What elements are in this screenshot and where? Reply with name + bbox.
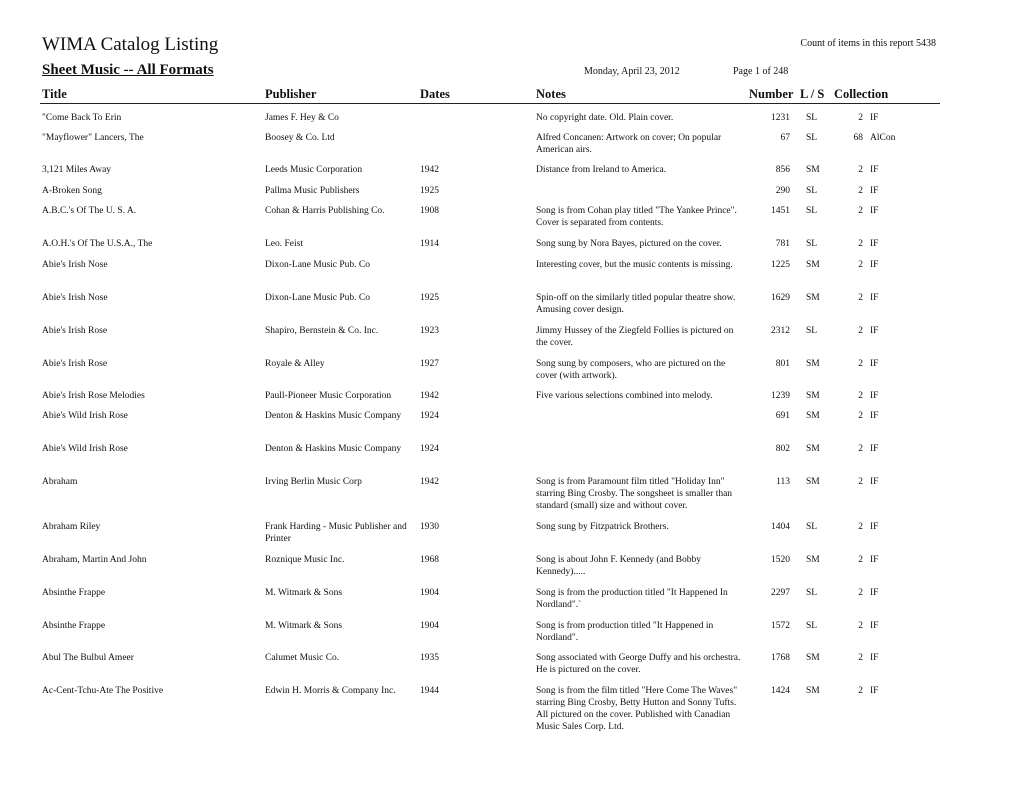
row-collection-code: IF: [870, 621, 879, 631]
row-collection-code: IF: [870, 239, 879, 249]
row-notes: Song sung by composers, who are pictured on the cover (with artwork).: [536, 359, 726, 381]
row-title: Abie's Irish Nose: [42, 260, 108, 270]
row-date: 1927: [420, 359, 439, 369]
row-ls: SL: [806, 133, 818, 143]
row-collection-count: 2: [858, 621, 863, 631]
row-collection-count: 2: [858, 293, 863, 303]
row-notes: No copyright date. Old. Plain cover.: [536, 113, 674, 123]
row-collection-count: 2: [858, 206, 863, 216]
row-number: 781: [775, 239, 790, 249]
row-notes: Song sung by Nora Bayes, pictured on the cover.: [536, 239, 722, 249]
row-collection-code: IF: [870, 653, 879, 663]
row-number: 2312: [771, 326, 790, 336]
row-date: 1914: [420, 239, 439, 249]
row-title: A-Broken Song: [42, 186, 102, 196]
row-collection-count: 2: [858, 326, 863, 336]
row-number: 2297: [771, 588, 790, 598]
row-title: Absinthe Frappe: [42, 588, 106, 598]
row-ls: SM: [806, 411, 820, 421]
row-notes: Song is from the production titled "It Happened In Nordland".`: [536, 588, 728, 610]
row-publisher: Frank Harding - Music Publisher and Printer: [265, 522, 407, 544]
row-notes: Jimmy Hussey of the Ziegfeld Follies is pictured on the cover.: [536, 326, 734, 348]
row-date: 1925: [420, 293, 439, 303]
column-header-notes: Notes: [536, 87, 566, 101]
row-ls: SM: [806, 293, 820, 303]
row-title: Absinthe Frappe: [42, 621, 106, 631]
row-collection-count: 2: [858, 588, 863, 598]
row-date: 1904: [420, 621, 439, 631]
row-collection-count: 2: [858, 555, 863, 565]
row-notes: Alfred Concanen: Artwork on cover; On popular American airs.: [536, 133, 722, 155]
row-number: 1520: [771, 555, 790, 565]
row-number: 1225: [771, 260, 790, 270]
row-ls: SM: [806, 260, 820, 270]
row-number: 802: [775, 444, 790, 454]
row-notes: Spin-off on the similarly titled popular theatre show. Amusing cover design.: [536, 293, 736, 315]
row-collection-code: IF: [870, 477, 879, 487]
row-collection-code: IF: [870, 359, 879, 369]
row-collection-code: AlCon: [870, 133, 896, 143]
row-ls: SL: [806, 186, 818, 196]
row-publisher: Pallma Music Publishers: [265, 186, 360, 196]
column-header-collection: Collection: [834, 87, 889, 101]
row-collection-code: IF: [870, 206, 879, 216]
row-notes: Song is from production titled "It Happened in Nordland".: [536, 621, 714, 643]
row-title: "Mayflower" Lancers, The: [42, 133, 144, 143]
row-number: 1768: [771, 653, 790, 663]
row-number: 1629: [771, 293, 790, 303]
row-collection-code: IF: [870, 113, 879, 123]
row-ls: SM: [806, 653, 820, 663]
column-header-dates: Dates: [420, 87, 450, 101]
row-collection-count: 2: [858, 260, 863, 270]
row-publisher: M. Witmark & Sons: [265, 588, 343, 598]
row-date: 1904: [420, 588, 439, 598]
row-notes: Song is from Paramount film titled "Holiday Inn" starring Bing Crosby. The songsheet is smaller than standard (small) size and without cover.: [536, 477, 733, 511]
row-title: Abul The Bulbul Ameer: [42, 653, 134, 663]
row-date: 1908: [420, 206, 439, 216]
row-publisher: Leeds Music Corporation: [265, 165, 363, 175]
row-collection-count: 2: [858, 165, 863, 175]
row-number: 691: [775, 411, 790, 421]
row-date: 1935: [420, 653, 439, 663]
row-ls: SL: [806, 239, 818, 249]
row-number: 1239: [771, 391, 790, 401]
header-rule: [40, 103, 940, 104]
row-date: 1925: [420, 186, 439, 196]
row-collection-count: 2: [858, 391, 863, 401]
row-date: 1924: [420, 444, 439, 454]
row-title: Abraham, Martin And John: [42, 555, 147, 565]
row-ls: SL: [806, 621, 818, 631]
row-publisher: Royale & Alley: [265, 359, 325, 369]
row-publisher: Calumet Music Co.: [265, 653, 340, 663]
row-collection-count: 2: [858, 477, 863, 487]
row-number: 801: [775, 359, 790, 369]
row-number: 856: [775, 165, 790, 175]
row-number: 290: [775, 186, 790, 196]
row-notes: Song is from Cohan play titled "The Yankee Prince". Cover is separated from contents.: [536, 206, 737, 228]
row-publisher: Shapiro, Bernstein & Co. Inc.: [265, 326, 379, 336]
row-title: Ac-Cent-Tchu-Ate The Positive: [42, 686, 164, 696]
row-notes: Five various selections combined into melody.: [536, 391, 713, 401]
row-number: 1572: [771, 621, 790, 631]
row-ls: SM: [806, 477, 820, 487]
row-collection-count: 2: [858, 113, 863, 123]
row-title: "Come Back To Erin: [42, 113, 122, 123]
column-header-number: Number: [749, 87, 794, 101]
row-publisher: Dixon-Lane Music Pub. Co: [265, 293, 371, 303]
column-header-title: Title: [42, 87, 67, 101]
row-ls: SL: [806, 326, 818, 336]
column-header-ls: L / S: [800, 87, 825, 101]
row-collection-code: IF: [870, 391, 879, 401]
row-ls: SM: [806, 359, 820, 369]
row-date: 1968: [420, 555, 439, 565]
row-date: 1924: [420, 411, 439, 421]
row-collection-code: IF: [870, 588, 879, 598]
row-notes: Song associated with George Duffy and his orchestra. He is pictured on the cover.: [536, 653, 741, 675]
row-collection-code: IF: [870, 326, 879, 336]
row-publisher: Denton & Haskins Music Company: [265, 444, 402, 454]
row-date: 1942: [420, 391, 439, 401]
report-title: WIMA Catalog Listing: [42, 34, 219, 55]
row-date: 1942: [420, 165, 439, 175]
row-number: 1231: [771, 113, 790, 123]
row-publisher: Roznique Music Inc.: [265, 555, 345, 565]
row-number: 113: [776, 477, 790, 487]
row-ls: SM: [806, 555, 820, 565]
row-number: 1404: [771, 522, 790, 532]
row-collection-code: IF: [870, 522, 879, 532]
row-title: Abie's Irish Nose: [42, 293, 108, 303]
row-collection-code: IF: [870, 293, 879, 303]
row-publisher: Edwin H. Morris & Company Inc.: [265, 686, 396, 696]
row-title: 3,121 Miles Away: [42, 165, 112, 175]
row-title: A.O.H.'s Of The U.S.A., The: [42, 239, 153, 249]
row-collection-count: 2: [858, 411, 863, 421]
row-notes: Song is from the film titled "Here Come The Waves" starring Bing Crosby, Betty Hutton and Sonny Tufts. All pictured on the cover. Published with Canadian Music Sales Corp. Ltd.: [536, 686, 738, 732]
row-publisher: Irving Berlin Music Corp: [265, 477, 362, 487]
row-title: Abie's Irish Rose Melodies: [42, 391, 145, 401]
row-ls: SM: [806, 686, 820, 696]
row-collection-count: 2: [858, 653, 863, 663]
row-publisher: Dixon-Lane Music Pub. Co: [265, 260, 371, 270]
row-collection-code: IF: [870, 444, 879, 454]
row-collection-count: 2: [858, 239, 863, 249]
row-number: 1451: [771, 206, 790, 216]
item-count: Count of items in this report 5438: [800, 38, 936, 49]
row-ls: SM: [806, 391, 820, 401]
row-publisher: Denton & Haskins Music Company: [265, 411, 402, 421]
row-collection-code: IF: [870, 165, 879, 175]
row-ls: SM: [806, 165, 820, 175]
row-collection-count: 2: [858, 359, 863, 369]
row-publisher: Leo. Feist: [265, 239, 303, 249]
row-publisher: M. Witmark & Sons: [265, 621, 343, 631]
row-date: 1930: [420, 522, 439, 532]
row-title: Abie's Irish Rose: [42, 326, 108, 336]
row-number: 67: [780, 133, 790, 143]
row-title: Abraham Riley: [42, 522, 101, 532]
row-collection-code: IF: [870, 555, 879, 565]
row-ls: SL: [806, 206, 818, 216]
report-subtitle: Sheet Music -- All Formats: [42, 62, 214, 78]
report-date: Monday, April 23, 2012: [584, 66, 680, 77]
row-publisher: Cohan & Harris Publishing Co.: [265, 206, 385, 216]
row-date: 1923: [420, 326, 439, 336]
row-collection-count: 2: [858, 522, 863, 532]
row-title: Abie's Wild Irish Rose: [42, 444, 128, 454]
row-collection-count: 68: [853, 133, 863, 143]
page-indicator: Page 1 of 248: [733, 66, 789, 77]
row-publisher: James F. Hey & Co: [265, 113, 339, 123]
row-title: Abie's Wild Irish Rose: [42, 411, 128, 421]
row-collection-code: IF: [870, 686, 879, 696]
row-publisher: Boosey & Co. Ltd: [265, 133, 335, 143]
row-number: 1424: [771, 686, 790, 696]
row-publisher: Paull-Pioneer Music Corporation: [265, 391, 392, 401]
row-ls: SM: [806, 444, 820, 454]
row-title: Abraham: [42, 477, 78, 487]
row-ls: SL: [806, 522, 818, 532]
row-collection-code: IF: [870, 186, 879, 196]
column-header-publisher: Publisher: [265, 87, 317, 101]
row-notes: Song is about John F. Kennedy (and Bobby Kennedy).....: [536, 555, 701, 577]
row-collection-count: 2: [858, 686, 863, 696]
row-notes: Song sung by Fitzpatrick Brothers.: [536, 522, 669, 532]
row-title: A.B.C.'s Of The U. S. A.: [42, 206, 137, 216]
row-collection-count: 2: [858, 186, 863, 196]
row-date: 1942: [420, 477, 439, 487]
row-collection-code: IF: [870, 411, 879, 421]
row-notes: Interesting cover, but the music contents is missing.: [536, 260, 733, 270]
row-ls: SL: [806, 113, 818, 123]
row-notes: Distance from Ireland to America.: [536, 165, 667, 175]
row-collection-count: 2: [858, 444, 863, 454]
row-date: 1944: [420, 686, 439, 696]
row-collection-code: IF: [870, 260, 879, 270]
row-title: Abie's Irish Rose: [42, 359, 108, 369]
row-ls: SL: [806, 588, 818, 598]
